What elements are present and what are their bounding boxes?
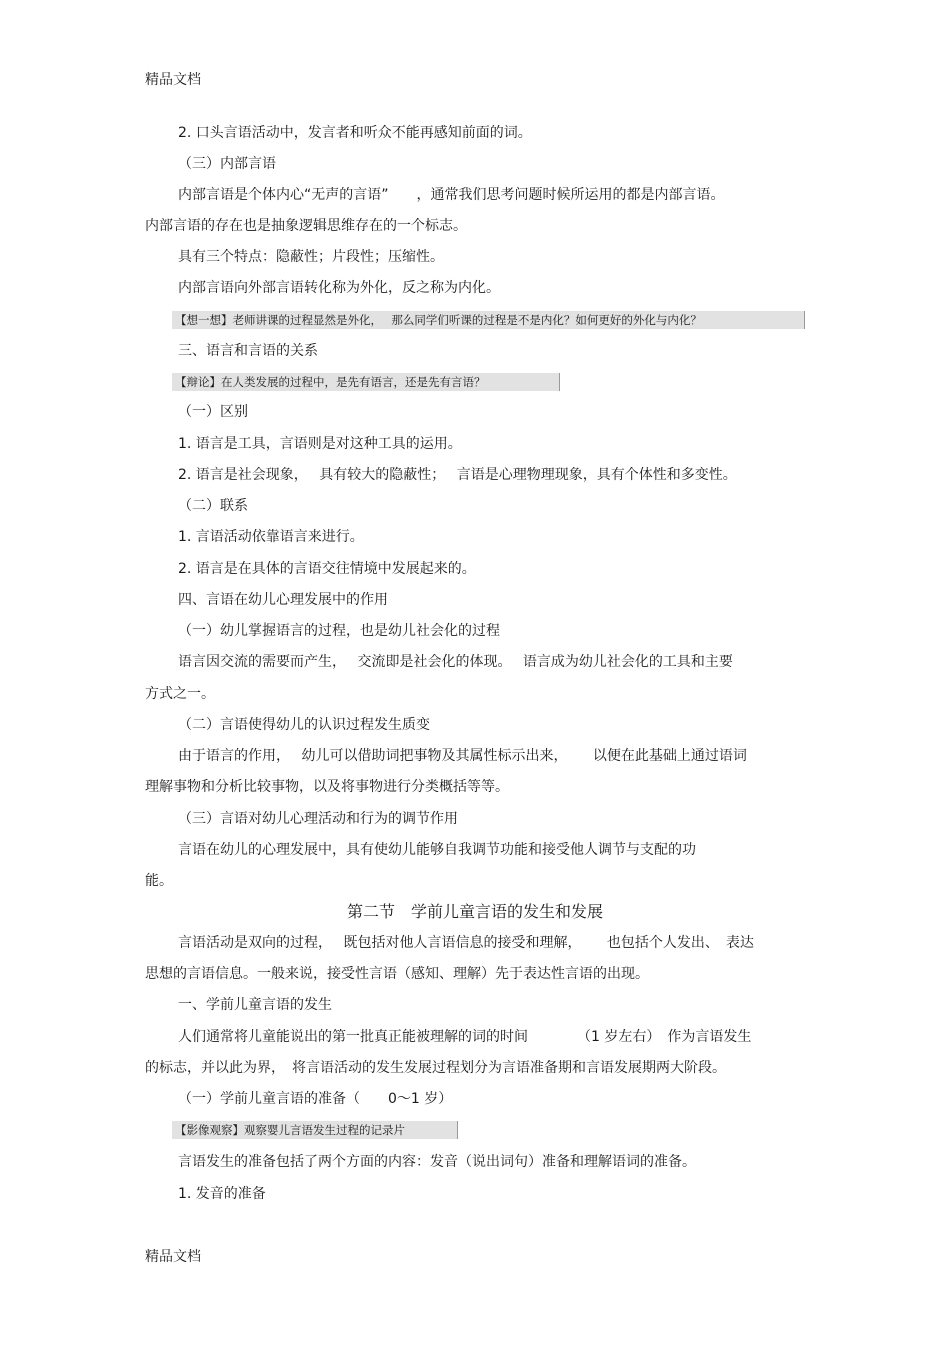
list-item: 2. 语言是在具体的言语交往情境中发展起来的。: [178, 561, 476, 577]
paragraph-line: 内部言语是个体内心“无声的言语” ，通常我们思考问题时候所运用的都是内部言语。: [178, 187, 725, 203]
debate-box: 【辩论】在人类发展的过程中，是先有语言，还是先有言语？: [172, 373, 560, 391]
subheading: （二）言语使得幼儿的认识过程发生质变: [178, 717, 430, 733]
paragraph-line: 内部言语的存在也是抽象逻辑思维存在的一个标志。: [145, 218, 467, 234]
section-heading: 三、语言和言语的关系: [178, 343, 318, 359]
paragraph-line: 思想的言语信息。一般来说，接受性言语（感知、理解）先于表达性言语的出现。: [145, 966, 649, 982]
paragraph-line: 的标志，并以此为界， 将言语活动的发生发展过程划分为言语准备期和言语发展期两大阶段。: [145, 1060, 726, 1076]
section-heading: 一、学前儿童言语的发生: [178, 997, 332, 1013]
subheading: （三）内部言语: [178, 156, 276, 172]
paragraph-line: 语言因交流的需要而产生， 交流即是社会化的体现。 语言成为幼儿社会化的工具和主要: [178, 654, 733, 670]
section-title: 第二节 学前儿童言语的发生和发展: [346, 902, 603, 921]
subheading: （一）幼儿掌握语言的过程，也是幼儿社会化的过程: [178, 623, 500, 639]
paragraph-line: 具有三个特点：隐蔽性；片段性；压缩性。: [178, 249, 444, 265]
subheading: （二）联系: [178, 498, 248, 514]
paragraph-line: 能。: [145, 873, 173, 889]
list-item: 2. 语言是社会现象， 具有较大的隐蔽性； 言语是心理物理现象，具有个体性和多变性。: [178, 467, 737, 483]
think-box: 【想一想】老师讲课的过程显然是外化， 那么同学们听课的过程是不是内化？如何更好的外化与内化？: [172, 311, 805, 329]
paragraph-line: 人们通常将儿童能说出的第一批真正能被理解的词的时间 （1 岁左右） 作为言语发生: [178, 1029, 752, 1045]
paragraph-line: 言语在幼儿的心理发展中，具有使幼儿能够自我调节功能和接受他人调节与支配的功: [178, 842, 696, 858]
subheading: （一）学前儿童言语的准备（ 0～1 岁）: [178, 1091, 453, 1107]
paragraph-line: 2. 口头言语活动中，发言者和听众不能再感知前面的词。: [178, 125, 532, 141]
page-header: 精品文档: [145, 72, 201, 88]
list-item: 1. 语言是工具，言语则是对这种工具的运用。: [178, 436, 462, 452]
list-item: 1. 言语活动依靠语言来进行。: [178, 529, 364, 545]
section-heading: 四、言语在幼儿心理发展中的作用: [178, 592, 388, 608]
page-footer: 精品文档: [145, 1249, 201, 1265]
subheading: （三）言语对幼儿心理活动和行为的调节作用: [178, 811, 458, 827]
paragraph-line: 由于语言的作用， 幼儿可以借助词把事物及其属性标示出来， 以便在此基础上通过语词: [178, 748, 747, 764]
paragraph-line: 内部言语向外部言语转化称为外化，反之称为内化。: [178, 280, 500, 296]
paragraph-line: 言语活动是双向的过程， 既包括对他人言语信息的接受和理解， 也包括个人发出、 表达: [178, 935, 754, 951]
paragraph-line: 方式之一。: [145, 686, 215, 702]
list-item: 1. 发音的准备: [178, 1186, 266, 1202]
subheading: （一）区别: [178, 404, 248, 420]
video-observation-box: 【影像观察】观察婴儿言语发生过程的记录片: [172, 1121, 458, 1139]
paragraph-line: 理解事物和分析比较事物，以及将事物进行分类概括等等。: [145, 779, 509, 795]
paragraph-line: 言语发生的准备包括了两个方面的内容：发音（说出词句）准备和理解语词的准备。: [178, 1154, 696, 1170]
